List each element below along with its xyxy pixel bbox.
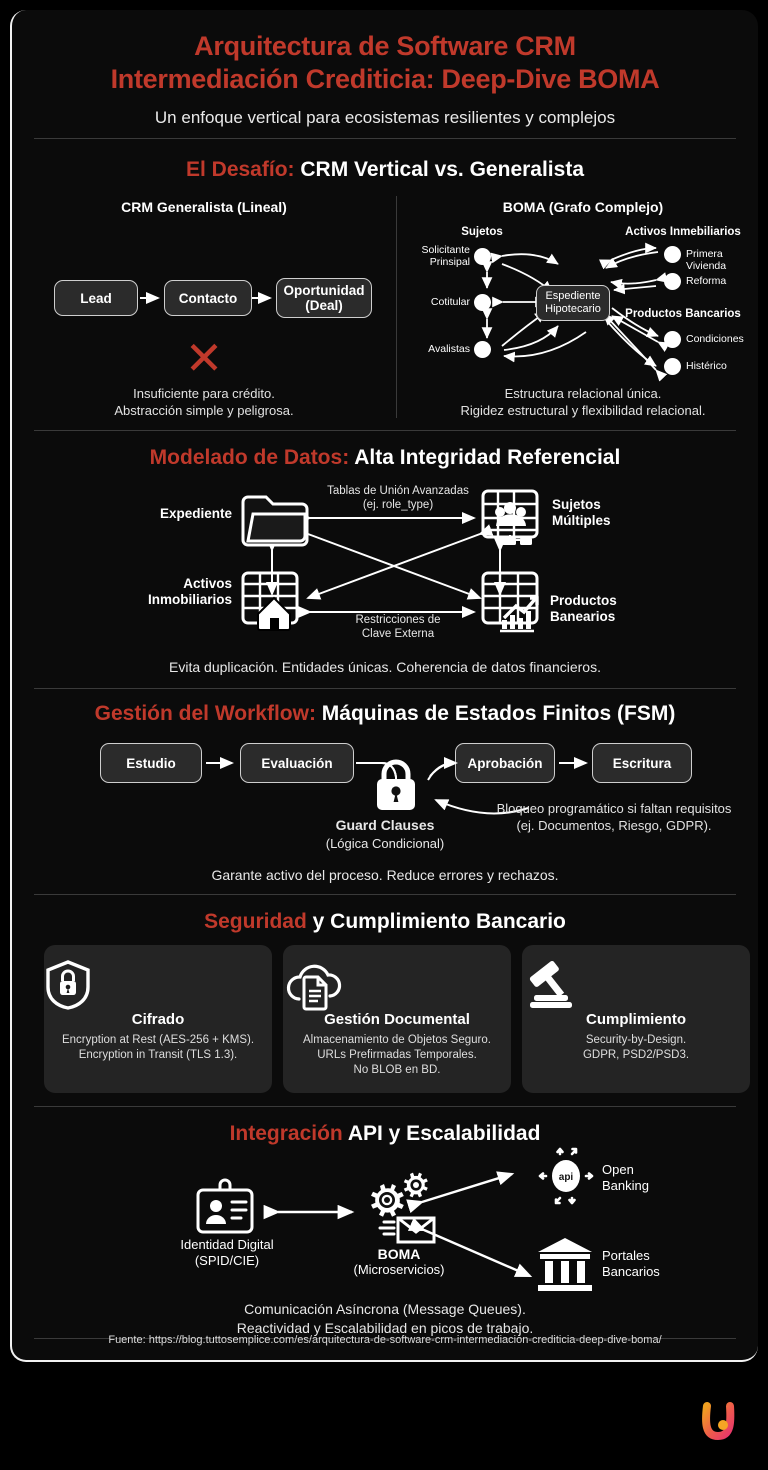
label-open-banking — [602, 1162, 649, 1194]
divider-header — [34, 138, 736, 139]
integration-footer-l1: Comunicación Asíncrona (Message Queues). — [244, 1301, 526, 1317]
table-house-icon — [240, 570, 302, 632]
graph-node-condiciones[interactable] — [664, 331, 681, 348]
graph-label-historico: Histérico — [686, 360, 727, 372]
callout-l2: (ej. Documentos, Riesgo, GDPR). — [516, 818, 712, 833]
entity-label-activos — [102, 576, 232, 608]
state-aprobacion-label: Aprobación — [467, 755, 543, 771]
state-estudio-label: Estudio — [126, 755, 176, 771]
api-node-icon — [536, 1148, 596, 1204]
graph-label-condiciones: Condiciones — [686, 333, 744, 345]
graph-label-primera-vivienda: Primera Vivienda — [686, 248, 727, 272]
step-oportunidad-label: Oportunidad — [283, 283, 365, 298]
integration-footer-l2: Reactividad y Escalabilidad en picos de trabajo. — [236, 1320, 534, 1336]
table-people-icon — [480, 488, 542, 550]
step-oportunidad[interactable] — [276, 278, 372, 318]
section-heading-challenge — [12, 158, 758, 182]
graph-node-solicitante[interactable] — [474, 248, 491, 265]
folder-icon — [240, 492, 310, 548]
graph-node-reforma[interactable] — [664, 273, 681, 290]
entity-label-sujetos — [552, 497, 682, 529]
portals-l1: Portales — [602, 1248, 650, 1263]
entity-label-productos — [550, 593, 680, 625]
edge-label-clave-externa — [312, 613, 484, 641]
entity-label-expediente: Expediente — [159, 506, 232, 521]
note-generalist-l2: Abstracción simple y peligrosa. — [114, 403, 294, 418]
graph-label-reforma: Reforma — [686, 275, 727, 287]
gavel-icon — [522, 959, 750, 1011]
graph-label-solicitante — [402, 244, 470, 268]
divider-4 — [34, 1106, 736, 1107]
callout-bloqueo — [468, 800, 758, 834]
card2-line1: Security-by-Design. — [585, 1034, 687, 1046]
wf-heading-accent: Gestión del Workflow: — [94, 702, 316, 725]
portals-l2: Bancarios — [602, 1264, 660, 1279]
footer-workflow: Garante activo del proceso. Reduce errores y rechazos. — [211, 867, 559, 883]
note-boma-l2: Rigidez estructural y flexibilidad relacional. — [460, 403, 706, 418]
cross-mark-icon: ✕ — [184, 332, 224, 384]
column-divider — [396, 196, 397, 418]
state-evaluacion-label: Evaluación — [261, 755, 333, 771]
callout-l1: Bloqueo programático si faltan requisitos — [496, 801, 732, 816]
card0-line1: Encryption at Rest (AES-256 + KMS). — [61, 1034, 255, 1046]
security-card-cumplimiento[interactable] — [522, 945, 750, 1093]
shield-lock-icon — [44, 959, 272, 1011]
id-card-icon — [194, 1178, 256, 1236]
edge-tablas-l1: Tablas de Unión Avanzadas — [327, 485, 469, 497]
title-line-1: Arquitectura de Software CRM — [194, 31, 576, 61]
sec-heading-rest: y Cumplimiento Bancario — [312, 910, 566, 933]
svg-text:api: api — [558, 1172, 574, 1183]
group-label-activos: Activos Inmebiliarios — [625, 226, 741, 238]
note-boma-l1: Estructura relacional única. — [504, 386, 662, 401]
subheading-generalist: CRM Generalista (Lineal) — [121, 199, 287, 215]
card0-line2: Encryption in Transit (TLS 1.3). — [78, 1049, 238, 1061]
step-contacto-label: Contacto — [178, 290, 238, 306]
sec-heading-accent: Seguridad — [204, 910, 307, 933]
content-card — [10, 10, 758, 1362]
entity-activos-l2: Inmobiliarios — [147, 592, 232, 607]
section-heading-data-model — [12, 446, 758, 470]
entity-productos-l1: Productos — [550, 593, 617, 608]
graph-label-solicitante-l2: Prinsipal — [429, 256, 470, 268]
section-heading-workflow — [12, 702, 758, 726]
footer-data-model: Evita duplicación. Entidades únicas. Coherencia de datos financieros. — [169, 659, 601, 675]
entity-productos-l2: Banearios — [550, 609, 616, 624]
graph-label-cotitular: Cotitular — [430, 296, 470, 308]
divider-2 — [34, 688, 736, 689]
security-card-body — [50, 1033, 266, 1063]
entity-sujetos-l2: Múltiples — [552, 513, 611, 528]
wf-heading-rest: Máquinas de Estados Finitos (FSM) — [321, 702, 676, 725]
graph-node-expediente-hipotecario[interactable] — [536, 285, 610, 321]
dm-heading-accent: Modelado de Datos: — [149, 446, 350, 469]
graph-label-avalistas: Avalistas — [428, 343, 470, 355]
card1-line2: URLs Prefirmadas Temporales. — [317, 1049, 477, 1061]
lock-icon — [372, 758, 420, 812]
core-l1: BOMA — [377, 1246, 421, 1262]
graph-node-primera-vivienda[interactable] — [664, 246, 681, 263]
int-heading-accent: Integración — [229, 1122, 343, 1145]
bank-icon — [536, 1236, 594, 1292]
state-escritura-label: Escritura — [612, 755, 672, 771]
edge-clave-l2: Clave Externa — [361, 628, 435, 640]
section-heading-integration — [12, 1122, 758, 1146]
note-generalist-l1: Insuficiente para crédito. — [133, 386, 275, 401]
identity-l2: (SPID/CIE) — [194, 1253, 260, 1268]
expediente-line2: Hipotecario — [545, 303, 601, 315]
footer-integration — [12, 1300, 758, 1338]
int-heading-rest: API y Escalabilidad — [347, 1122, 541, 1145]
note-boma — [406, 385, 758, 419]
security-card-title: Gestión Documental — [324, 1011, 470, 1028]
core-l2: (Microservicios) — [353, 1262, 445, 1277]
security-card-title: Cifrado — [131, 1011, 185, 1028]
source-link[interactable]: Fuente: https://blog.tuttosemplice.com/es/arquitectura-de-software-crm-intermediacion-crediticia-deep-dive-boma/ — [108, 1334, 662, 1346]
graph-node-historico[interactable] — [664, 358, 681, 375]
divider-1 — [34, 430, 736, 431]
note-generalist — [22, 385, 386, 419]
group-label-productos: Productos Bancarios — [625, 308, 741, 320]
section-heading-security — [12, 910, 758, 934]
label-identidad-digital — [162, 1237, 292, 1269]
edge-clave-l1: Restricciones de — [355, 614, 441, 626]
label-portales-bancarios — [602, 1248, 660, 1280]
security-card-cifrado[interactable] — [44, 945, 272, 1093]
graph-node-avalistas[interactable] — [474, 341, 491, 358]
entity-activos-l1: Activos — [183, 576, 232, 591]
security-card-body — [289, 1033, 505, 1078]
page-title — [12, 30, 758, 96]
edge-tablas-l2: (ej. role_type) — [362, 499, 434, 511]
heading-rest: CRM Vertical vs. Generalista — [300, 158, 584, 181]
edge-label-tablas-union — [308, 484, 488, 512]
openbanking-l1: Open — [602, 1162, 634, 1177]
label-boma-core — [334, 1246, 464, 1278]
step-lead[interactable] — [54, 280, 138, 316]
divider-3 — [34, 894, 736, 895]
title-line-2: Intermediación Crediticia: Deep-Dive BOMA — [110, 64, 660, 94]
gears-envelope-icon — [356, 1170, 438, 1246]
security-card-gestion-documental[interactable] — [283, 945, 511, 1093]
guard-clauses-sub: (Lógica Condicional) — [325, 836, 445, 851]
security-card-body — [528, 1033, 744, 1063]
guard-clauses-title: Guard Clauses — [335, 817, 435, 833]
expediente-line1: Espediente — [545, 290, 601, 302]
page-subtitle: Un enfoque vertical para ecosistemas resilientes y complejos — [154, 108, 616, 127]
heading-accent: El Desafío: — [185, 158, 295, 181]
identity-l1: Identidad Digital — [180, 1237, 274, 1252]
step-lead-label: Lead — [80, 290, 112, 306]
openbanking-l2: Banking — [602, 1178, 649, 1193]
linear-flow-arrows — [132, 288, 282, 310]
card1-line3: No BLOB en BD. — [353, 1064, 441, 1076]
step-oportunidad-sub: (Deal) — [305, 298, 343, 313]
subheading-boma: BOMA (Grafo Complejo) — [502, 199, 664, 215]
cloud-document-icon — [283, 959, 511, 1011]
table-chart-icon — [480, 570, 542, 632]
graph-node-cotitular[interactable] — [474, 294, 491, 311]
entity-sujetos-l1: Sujetos — [552, 497, 601, 512]
security-card-title: Cumplimiento — [586, 1011, 686, 1028]
graph-label-solicitante-l1: Solicitante — [421, 244, 470, 256]
card2-line2: GDPR, PSD2/PSD3. — [582, 1049, 690, 1061]
group-label-sujetos: Sujetos — [461, 226, 503, 238]
card1-line1: Almacenamiento de Objetos Seguro. — [303, 1034, 491, 1046]
brand-logo — [700, 1402, 738, 1444]
dm-heading-rest: Alta Integridad Referencial — [354, 446, 621, 469]
